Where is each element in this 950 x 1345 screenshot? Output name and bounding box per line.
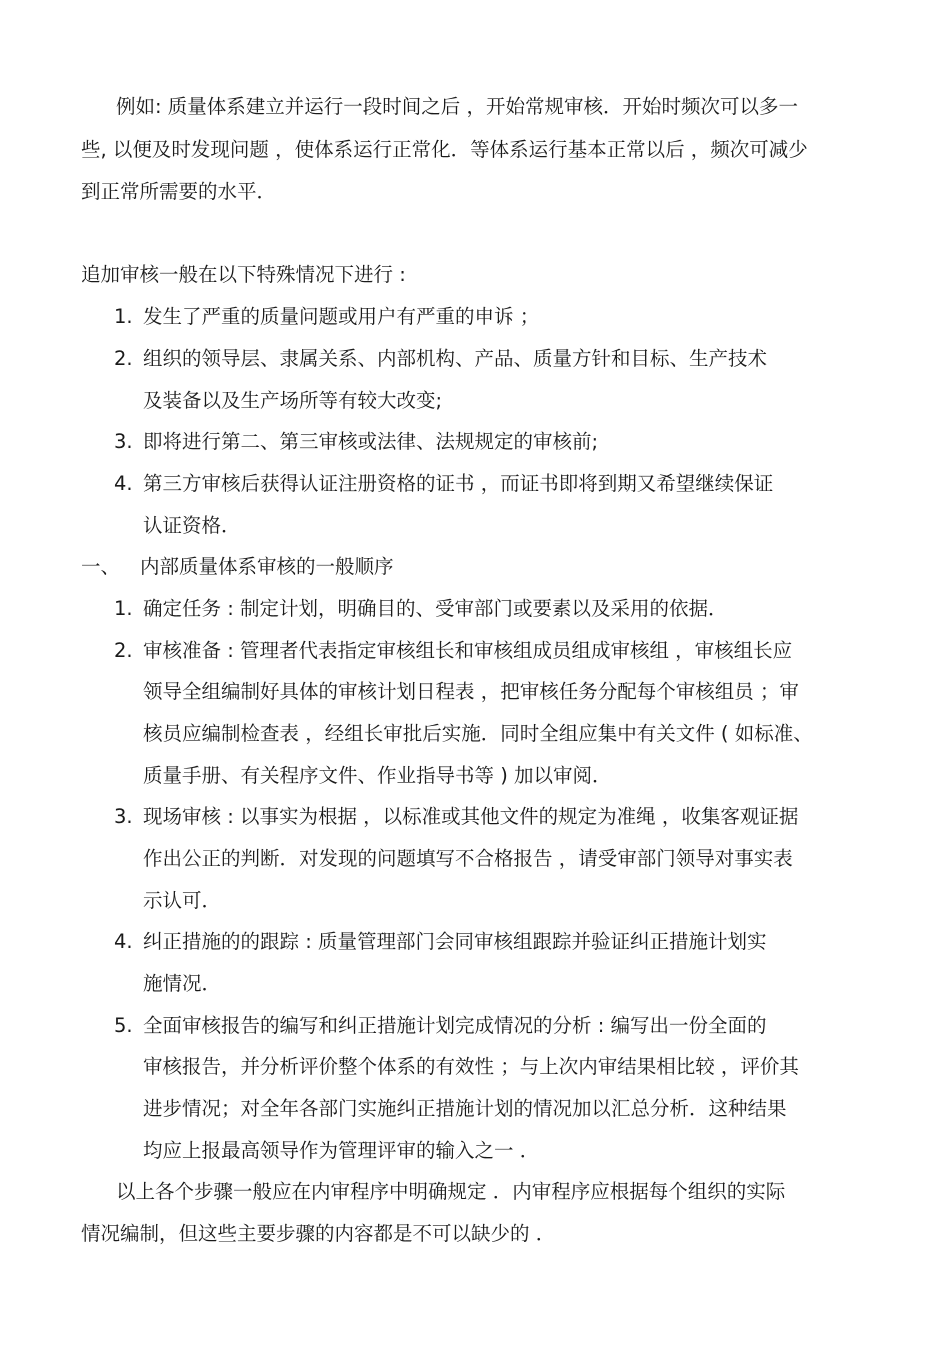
list-item-line: 作出公正的判断．对发现的问题填写不合格报告 ，请受审部门领导对事实表 <box>143 847 793 870</box>
list-item-line: 质量手册、有关程序文件、作业指导书等 ) 加以审阅． <box>143 764 612 787</box>
additional-audit-heading: 追加审核一般在以下特殊情况下进行 : <box>81 263 406 286</box>
list-item-line: 进步情况；对全年各部门实施纠正措施计划的情况加以汇总分析．这种结果 <box>143 1097 787 1120</box>
list-item-line: 即将进行第二、第三审核或法律、法规规定的审核前; <box>143 430 599 453</box>
list-item-number: 3. <box>114 430 133 453</box>
closing-line-2: 情况编制，但这些主要步骤的内容都是不可以缺少的 ． <box>81 1222 556 1245</box>
intro-line-1: 例如: 质量体系建立并运行一段时间之后 ，开始常规审核．开始时频次可以多一 <box>116 95 798 118</box>
list-item-number: 4. <box>114 472 133 495</box>
list-item-number: 1. <box>114 597 133 620</box>
intro-line-2: 些, 以便及时发现问题 ，使体系运行正常化．等体系运行基本正常以后 ，频次可减少 <box>81 138 808 161</box>
list-item-line: 及装备以及生产场所等有较大改变; <box>143 389 443 412</box>
list-item-line: 认证资格． <box>143 514 241 537</box>
section-number: 一、 <box>81 555 121 578</box>
list-item-number: 3. <box>114 805 133 828</box>
list-item-line: 组织的领导层、隶属关系、内部机构、产品、质量方针和目标、生产技术 <box>143 347 768 370</box>
list-item-line: 示认可． <box>143 889 222 912</box>
list-item-line: 审核准备 : 管理者代表指定审核组长和审核组成员组成审核组 ，审核组长应 <box>143 639 793 662</box>
list-item-line: 确定任务 : 制定计划，明确目的、受审部门或要素以及采用的依据． <box>143 597 728 620</box>
list-item-line: 发生了严重的质量问题或用户有严重的申诉 ； <box>143 305 540 328</box>
list-item-line: 领导全组编制好具体的审核计划日程表 ，把审核任务分配每个审核组员 ；审 <box>143 680 799 703</box>
section-title: 内部质量体系审核的一般顺序 <box>140 555 394 578</box>
list-item-number: 4. <box>114 930 133 953</box>
list-item-line: 施情况． <box>143 972 222 995</box>
list-item-number: 2. <box>114 639 133 662</box>
closing-line-1: 以上各个步骤一般应在内审程序中明确规定 ．内审程序应根据每个组织的实际 <box>116 1180 786 1203</box>
list-item-line: 审核报告，并分析评价整个体系的有效性 ；与上次内审结果相比较 ，评价其 <box>143 1055 799 1078</box>
list-item-number: 1. <box>114 305 133 328</box>
list-item-line: 均应上报最高领导作为管理评审的输入之一 ． <box>143 1139 540 1162</box>
list-item-line: 全面审核报告的编写和纠正措施计划完成情况的分析 : 编写出一份全面的 <box>143 1014 767 1037</box>
list-item-line: 纠正措施的的跟踪 : 质量管理部门会同审核组跟踪并验证纠正措施计划实 <box>143 930 767 953</box>
list-item-number: 5. <box>114 1014 133 1037</box>
list-item-line: 第三方审核后获得认证注册资格的证书 ，而证书即将到期又希望继续保证 <box>143 472 774 495</box>
list-item-line: 核员应编制检查表 ，经组长审批后实施．同时全组应集中有关文件 ( 如标准、 <box>143 722 813 745</box>
list-item-line: 现场审核 : 以事实为根据 ，以标准或其他文件的规定为准绳 ，收集客观证据 <box>143 805 799 828</box>
list-item-number: 2. <box>114 347 133 370</box>
intro-line-3: 到正常所需要的水平． <box>81 180 277 203</box>
